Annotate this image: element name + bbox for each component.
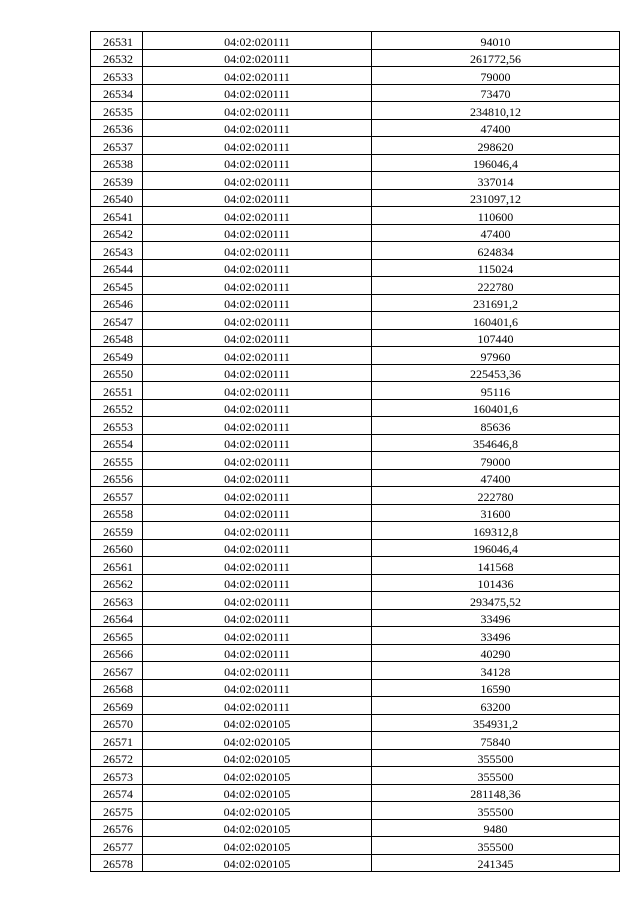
row-number-cell: 26562 [91, 574, 143, 592]
amount-cell: 110600 [372, 207, 620, 225]
table-row [91, 312, 620, 330]
amount-cell: 16590 [372, 679, 620, 697]
table-row [91, 784, 620, 802]
amount-cell: 337014 [372, 172, 620, 190]
amount-cell: 34128 [372, 662, 620, 680]
row-number-cell: 26573 [91, 767, 143, 785]
table-row [91, 609, 620, 627]
amount-cell: 355500 [372, 802, 620, 820]
amount-cell: 101436 [372, 574, 620, 592]
code-cell: 04:02:020111 [143, 259, 372, 277]
code-cell: 04:02:020111 [143, 644, 372, 662]
row-number-cell: 26550 [91, 364, 143, 382]
table-row [91, 67, 620, 85]
amount-cell: 169312,8 [372, 522, 620, 540]
row-number-cell: 26575 [91, 802, 143, 820]
table-row [91, 84, 620, 102]
row-number-cell: 26543 [91, 242, 143, 260]
code-cell: 04:02:020111 [143, 67, 372, 85]
table-row [91, 32, 620, 50]
table-row [91, 644, 620, 662]
row-number-cell: 26574 [91, 784, 143, 802]
table-row [91, 364, 620, 382]
row-number-cell: 26551 [91, 382, 143, 400]
table-row [91, 574, 620, 592]
code-cell: 04:02:020105 [143, 819, 372, 837]
code-cell: 04:02:020105 [143, 784, 372, 802]
code-cell: 04:02:020111 [143, 189, 372, 207]
row-number-cell: 26557 [91, 487, 143, 505]
table-row [91, 259, 620, 277]
code-cell: 04:02:020105 [143, 802, 372, 820]
amount-cell: 234810,12 [372, 102, 620, 120]
code-cell: 04:02:020111 [143, 697, 372, 715]
code-cell: 04:02:020111 [143, 382, 372, 400]
row-number-cell: 26548 [91, 329, 143, 347]
code-cell: 04:02:020111 [143, 32, 372, 50]
amount-cell: 85636 [372, 417, 620, 435]
amount-cell: 160401,6 [372, 312, 620, 330]
amount-cell: 222780 [372, 277, 620, 295]
code-cell: 04:02:020105 [143, 749, 372, 767]
code-cell: 04:02:020111 [143, 49, 372, 67]
amount-cell: 63200 [372, 697, 620, 715]
row-number-cell: 26576 [91, 819, 143, 837]
row-number-cell: 26552 [91, 399, 143, 417]
code-cell: 04:02:020111 [143, 242, 372, 260]
table-row [91, 469, 620, 487]
table-body [91, 32, 620, 872]
row-number-cell: 26556 [91, 469, 143, 487]
amount-cell: 231097,12 [372, 189, 620, 207]
row-number-cell: 26568 [91, 679, 143, 697]
amount-cell: 160401,6 [372, 399, 620, 417]
row-number-cell: 26571 [91, 732, 143, 750]
row-number-cell: 26563 [91, 592, 143, 610]
amount-cell: 47400 [372, 224, 620, 242]
table-row [91, 767, 620, 785]
row-number-cell: 26533 [91, 67, 143, 85]
amount-cell: 79000 [372, 452, 620, 470]
amount-cell: 94010 [372, 32, 620, 50]
code-cell: 04:02:020111 [143, 574, 372, 592]
row-number-cell: 26534 [91, 84, 143, 102]
table-row [91, 697, 620, 715]
row-number-cell: 26541 [91, 207, 143, 225]
code-cell: 04:02:020105 [143, 714, 372, 732]
row-number-cell: 26544 [91, 259, 143, 277]
table-row [91, 207, 620, 225]
code-cell: 04:02:020111 [143, 539, 372, 557]
row-number-cell: 26558 [91, 504, 143, 522]
table-row [91, 399, 620, 417]
row-number-cell: 26577 [91, 837, 143, 855]
amount-cell: 31600 [372, 504, 620, 522]
amount-cell: 222780 [372, 487, 620, 505]
row-number-cell: 26532 [91, 49, 143, 67]
amount-cell: 261772,56 [372, 49, 620, 67]
table-row [91, 329, 620, 347]
table-row [91, 592, 620, 610]
amount-cell: 141568 [372, 557, 620, 575]
code-cell: 04:02:020105 [143, 854, 372, 872]
code-cell: 04:02:020111 [143, 364, 372, 382]
row-number-cell: 26542 [91, 224, 143, 242]
table-row [91, 452, 620, 470]
row-number-cell: 26538 [91, 154, 143, 172]
amount-cell: 47400 [372, 119, 620, 137]
table-row [91, 434, 620, 452]
table-row [91, 732, 620, 750]
amount-cell: 196046,4 [372, 539, 620, 557]
code-cell: 04:02:020111 [143, 592, 372, 610]
table-row [91, 417, 620, 435]
code-cell: 04:02:020111 [143, 137, 372, 155]
table-row [91, 277, 620, 295]
row-number-cell: 26561 [91, 557, 143, 575]
code-cell: 04:02:020111 [143, 347, 372, 365]
amount-cell: 196046,4 [372, 154, 620, 172]
code-cell: 04:02:020111 [143, 609, 372, 627]
row-number-cell: 26569 [91, 697, 143, 715]
code-cell: 04:02:020105 [143, 767, 372, 785]
amount-cell: 95116 [372, 382, 620, 400]
amount-cell: 355500 [372, 767, 620, 785]
amount-cell: 97960 [372, 347, 620, 365]
table-row [91, 154, 620, 172]
code-cell: 04:02:020111 [143, 557, 372, 575]
code-cell: 04:02:020111 [143, 487, 372, 505]
amount-cell: 281148,36 [372, 784, 620, 802]
amount-cell: 75840 [372, 732, 620, 750]
code-cell: 04:02:020111 [143, 417, 372, 435]
row-number-cell: 26540 [91, 189, 143, 207]
amount-cell: 293475,52 [372, 592, 620, 610]
code-cell: 04:02:020111 [143, 434, 372, 452]
code-cell: 04:02:020111 [143, 102, 372, 120]
row-number-cell: 26559 [91, 522, 143, 540]
amount-cell: 47400 [372, 469, 620, 487]
table-row [91, 749, 620, 767]
code-cell: 04:02:020111 [143, 84, 372, 102]
table-row [91, 242, 620, 260]
code-cell: 04:02:020111 [143, 679, 372, 697]
row-number-cell: 26554 [91, 434, 143, 452]
code-cell: 04:02:020105 [143, 732, 372, 750]
table-row [91, 102, 620, 120]
table-row [91, 119, 620, 137]
code-cell: 04:02:020111 [143, 452, 372, 470]
code-cell: 04:02:020111 [143, 172, 372, 190]
table-row [91, 557, 620, 575]
code-cell: 04:02:020111 [143, 522, 372, 540]
row-number-cell: 26572 [91, 749, 143, 767]
amount-cell: 9480 [372, 819, 620, 837]
table-row [91, 854, 620, 872]
table-row [91, 347, 620, 365]
row-number-cell: 26553 [91, 417, 143, 435]
table-row [91, 172, 620, 190]
row-number-cell: 26570 [91, 714, 143, 732]
table-row [91, 627, 620, 645]
table-row [91, 137, 620, 155]
row-number-cell: 26555 [91, 452, 143, 470]
code-cell: 04:02:020111 [143, 277, 372, 295]
row-number-cell: 26566 [91, 644, 143, 662]
amount-cell: 79000 [372, 67, 620, 85]
amount-cell: 107440 [372, 329, 620, 347]
row-number-cell: 26539 [91, 172, 143, 190]
amount-cell: 33496 [372, 627, 620, 645]
code-cell: 04:02:020111 [143, 469, 372, 487]
code-cell: 04:02:020111 [143, 504, 372, 522]
row-number-cell: 26535 [91, 102, 143, 120]
amount-cell: 231691,2 [372, 294, 620, 312]
amount-cell: 354646,8 [372, 434, 620, 452]
row-number-cell: 26560 [91, 539, 143, 557]
code-cell: 04:02:020111 [143, 662, 372, 680]
row-number-cell: 26531 [91, 32, 143, 50]
amount-cell: 241345 [372, 854, 620, 872]
amount-cell: 115024 [372, 259, 620, 277]
amount-cell: 225453,36 [372, 364, 620, 382]
code-cell: 04:02:020111 [143, 119, 372, 137]
code-cell: 04:02:020111 [143, 224, 372, 242]
amount-cell: 355500 [372, 749, 620, 767]
code-cell: 04:02:020111 [143, 399, 372, 417]
row-number-cell: 26547 [91, 312, 143, 330]
table-row [91, 679, 620, 697]
table-row [91, 802, 620, 820]
table-row [91, 819, 620, 837]
table-row [91, 662, 620, 680]
table-row [91, 189, 620, 207]
code-cell: 04:02:020111 [143, 207, 372, 225]
row-number-cell: 26565 [91, 627, 143, 645]
row-number-cell: 26549 [91, 347, 143, 365]
table-row [91, 539, 620, 557]
amount-cell: 354931,2 [372, 714, 620, 732]
table-row [91, 224, 620, 242]
table-row [91, 837, 620, 855]
code-cell: 04:02:020111 [143, 294, 372, 312]
data-table [90, 31, 620, 872]
code-cell: 04:02:020105 [143, 837, 372, 855]
row-number-cell: 26545 [91, 277, 143, 295]
row-number-cell: 26546 [91, 294, 143, 312]
row-number-cell: 26536 [91, 119, 143, 137]
code-cell: 04:02:020111 [143, 329, 372, 347]
table-row [91, 487, 620, 505]
row-number-cell: 26537 [91, 137, 143, 155]
row-number-cell: 26567 [91, 662, 143, 680]
table-row [91, 49, 620, 67]
table-row [91, 294, 620, 312]
code-cell: 04:02:020111 [143, 312, 372, 330]
amount-cell: 73470 [372, 84, 620, 102]
row-number-cell: 26578 [91, 854, 143, 872]
table-row [91, 714, 620, 732]
row-number-cell: 26564 [91, 609, 143, 627]
amount-cell: 298620 [372, 137, 620, 155]
table-row [91, 522, 620, 540]
amount-cell: 624834 [372, 242, 620, 260]
table-row [91, 504, 620, 522]
code-cell: 04:02:020111 [143, 627, 372, 645]
amount-cell: 40290 [372, 644, 620, 662]
amount-cell: 33496 [372, 609, 620, 627]
amount-cell: 355500 [372, 837, 620, 855]
code-cell: 04:02:020111 [143, 154, 372, 172]
table-row [91, 382, 620, 400]
